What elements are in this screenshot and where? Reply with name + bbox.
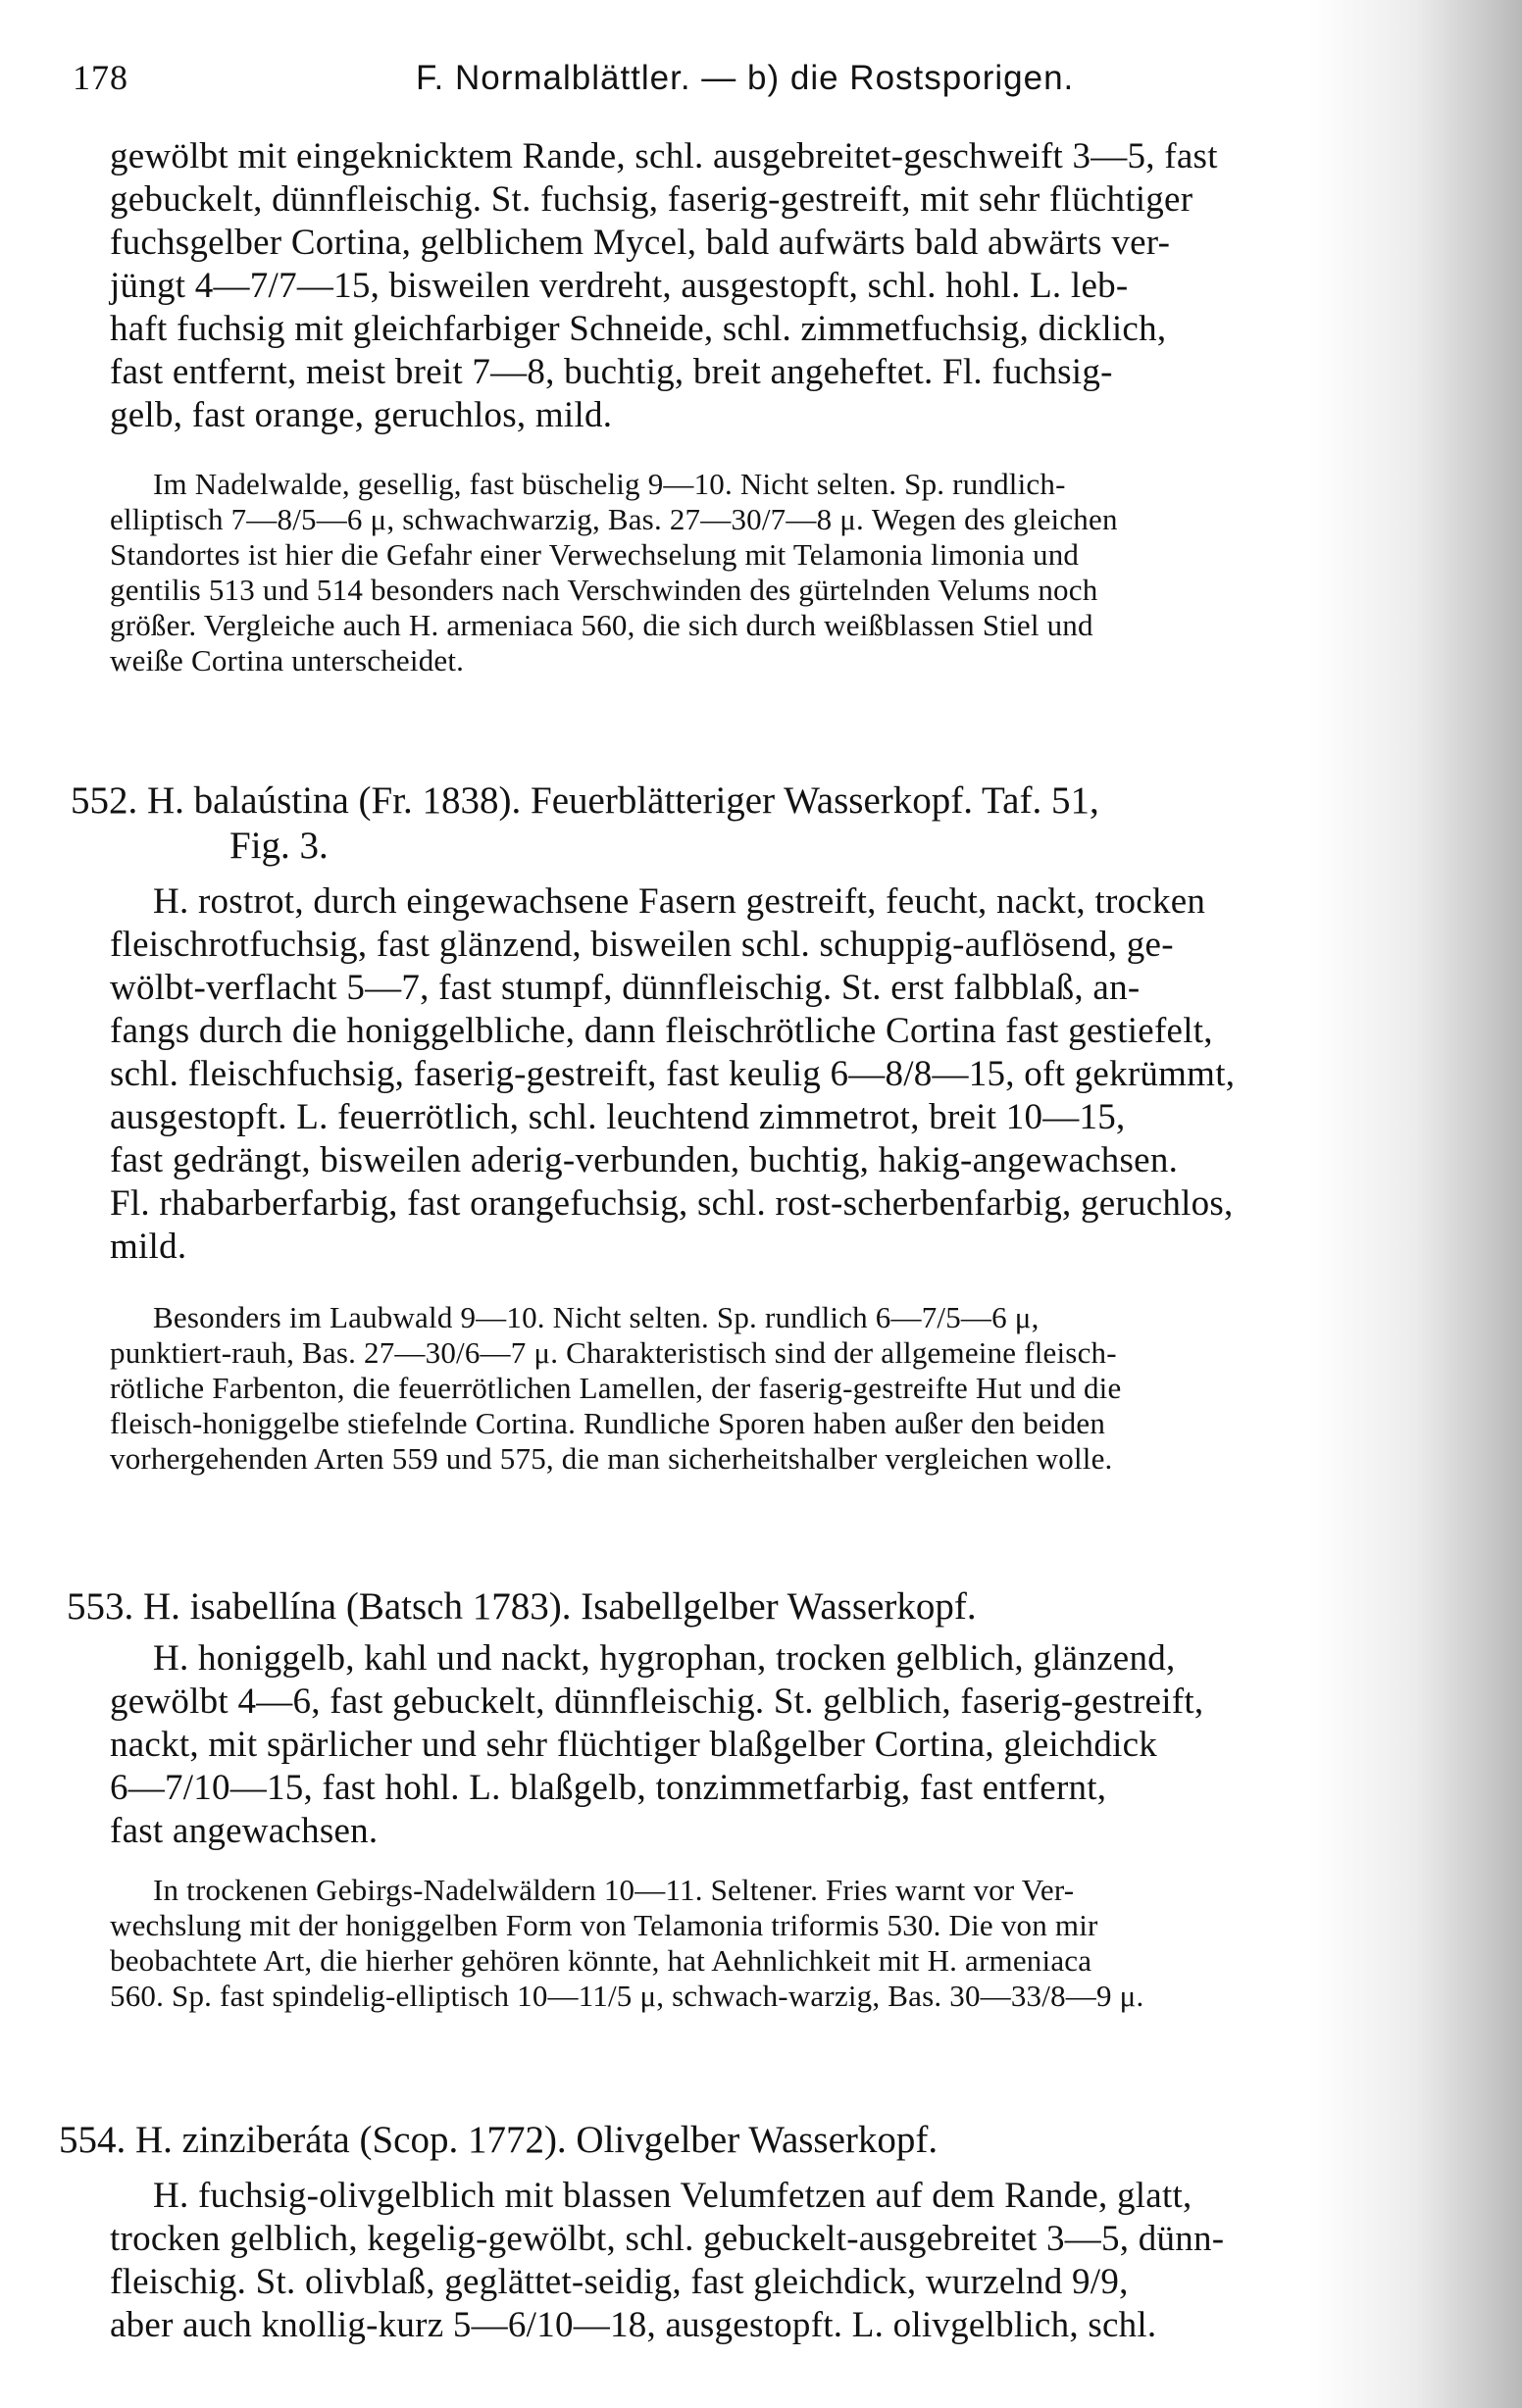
text-line: gewölbt mit eingeknicktem Rande, schl. ausgebreitet-geschweift 3—5, fast bbox=[110, 136, 1218, 176]
note-line: punktiert-rauh, Bas. 27—30/6—7 μ. Charakteristisch sind der allgemeine fleisch- bbox=[110, 1335, 1117, 1370]
note-line: vorhergehenden Arten 559 und 575, die man sicherheitshalber vergleichen wolle. bbox=[110, 1441, 1113, 1476]
text-line: mild. bbox=[110, 1227, 187, 1267]
entry-552-heading bbox=[71, 778, 1424, 869]
entry-553-note bbox=[110, 1873, 1463, 2014]
text-line: fast entfernt, meist breit 7—8, buchtig, breit angeheftet. Fl. fuchsig- bbox=[110, 352, 1113, 392]
note-line: weiße Cortina unterscheidet. bbox=[110, 643, 465, 677]
text-line: haft fuchsig mit gleichfarbiger Schneide, schl. zimmetfuchsig, dicklich, bbox=[110, 309, 1167, 349]
text-line: fast gedrängt, bisweilen aderig-verbunden, buchtig, hakig-angewachsen. bbox=[110, 1140, 1179, 1180]
note-line: gentilis 513 und 514 besonders nach Verschwinden des gürtelnden Velums noch bbox=[110, 573, 1098, 607]
entry-554-description bbox=[110, 2175, 1463, 2347]
note-line: elliptisch 7—8/5—6 μ, schwachwarzig, Bas. 27—30/7—8 μ. Wegen des gleichen bbox=[110, 502, 1118, 536]
page-number: 178 bbox=[73, 58, 128, 97]
continuation-description bbox=[110, 135, 1463, 437]
text-line: gelb, fast orange, geruchlos, mild. bbox=[110, 395, 613, 435]
text-line: fuchsgelber Cortina, gelblichem Mycel, bald aufwärts bald abwärts ver- bbox=[110, 223, 1171, 263]
text-line: gebuckelt, dünnfleischig. St. fuchsig, faserig-gestreift, mit sehr flüchtiger bbox=[110, 179, 1193, 220]
note-line: rötliche Farbenton, die feuerrötlichen Lamellen, der faserig-gestreifte Hut und die bbox=[110, 1371, 1122, 1405]
note-line: wechslung mit der honiggelben Form von Telamonia triformis 530. Die von mir bbox=[110, 1908, 1098, 1942]
text-line: 6—7/10—15, fast hohl. L. blaßgelb, tonzimmetfarbig, fast entfernt, bbox=[110, 1768, 1107, 1808]
entry-552-note bbox=[110, 1300, 1463, 1477]
note-line: Standortes ist hier die Gefahr einer Verwechselung mit Telamonia limonia und bbox=[110, 537, 1080, 572]
note-line: In trockenen Gebirgs-Nadelwäldern 10—11. Seltener. Fries warnt vor Ver- bbox=[153, 1873, 1075, 1907]
entry-553-description bbox=[110, 1637, 1463, 1853]
text-line: H. fuchsig-olivgelblich mit blassen Velumfetzen auf dem Rande, glatt, bbox=[153, 2176, 1192, 2216]
text-line: gewölbt 4—6, fast gebuckelt, dünnfleischig. St. gelblich, faserig-gestreift, bbox=[110, 1681, 1204, 1722]
entry-554-heading bbox=[59, 2118, 1412, 2163]
text-line: H. honiggelb, kahl und nackt, hygrophan, trocken gelblich, glänzend, bbox=[153, 1638, 1176, 1679]
text-line: aber auch knollig-kurz 5—6/10—18, ausgestopft. L. olivgelblich, schl. bbox=[110, 2305, 1157, 2345]
text-line: fast angewachsen. bbox=[110, 1811, 379, 1851]
note-line: beobachtete Art, die hierher gehören könnte, hat Aehnlichkeit mit H. armeniaca bbox=[110, 1943, 1092, 1978]
page-header bbox=[73, 57, 1485, 106]
note-line: Besonders im Laubwald 9—10. Nicht selten. Sp. rundlich 6—7/5—6 μ, bbox=[153, 1300, 1040, 1334]
entry-title-line: 554. H. zinziberáta (Scop. 1772). Olivgelber Wasserkopf. bbox=[59, 2119, 939, 2161]
text-line: fangs durch die honiggelbliche, dann fleischrötliche Cortina fast gestiefelt, bbox=[110, 1011, 1213, 1051]
text-line: trocken gelblich, kegelig-gewölbt, schl. gebuckelt-ausgebreitet 3—5, dünn- bbox=[110, 2219, 1225, 2259]
text-line: fleischrotfuchsig, fast glänzend, bisweilen schl. schuppig-auflösend, ge- bbox=[110, 925, 1174, 965]
text-line: schl. fleischfuchsig, faserig-gestreift, fast keulig 6—8/8—15, oft gekrümmt, bbox=[110, 1054, 1236, 1094]
text-line: fleischig. St. olivblaß, geglättet-seidig, fast gleichdick, wurzelnd 9/9, bbox=[110, 2262, 1129, 2302]
text-line: nackt, mit spärlicher und sehr flüchtiger blaßgelber Cortina, gleichdick bbox=[110, 1725, 1158, 1765]
text-line: ausgestopft. L. feuerrötlich, schl. leuchtend zimmetrot, breit 10—15, bbox=[110, 1097, 1126, 1137]
entry-title-line: 553. H. isabellína (Batsch 1783). Isabellgelber Wasserkopf. bbox=[67, 1585, 977, 1628]
entry-title-line: Fig. 3. bbox=[229, 825, 329, 867]
continuation-note bbox=[110, 467, 1463, 678]
entry-552-description bbox=[110, 880, 1463, 1269]
note-line: fleisch-honiggelbe stiefelnde Cortina. Rundliche Sporen haben außer den beiden bbox=[110, 1406, 1106, 1440]
running-head: F. Normalblättler. — b) die Rostsporigen. bbox=[416, 59, 1075, 97]
text-line: Fl. rhabarberfarbig, fast orangefuchsig, schl. rost-scherbenfarbig, geruchlos, bbox=[110, 1183, 1234, 1224]
entry-553-heading bbox=[67, 1584, 1420, 1630]
note-line: größer. Vergleiche auch H. armeniaca 560, die sich durch weißblassen Stiel und bbox=[110, 608, 1093, 642]
note-line: Im Nadelwalde, gesellig, fast büschelig 9—10. Nicht selten. Sp. rundlich- bbox=[153, 467, 1066, 501]
text-line: H. rostrot, durch eingewachsene Fasern gestreift, feucht, nackt, trocken bbox=[153, 881, 1206, 922]
note-line: 560. Sp. fast spindelig-elliptisch 10—11/5 μ, schwach-warzig, Bas. 30—33/8—9 μ. bbox=[110, 1979, 1144, 2013]
text-line: jüngt 4—7/7—15, bisweilen verdreht, ausgestopft, schl. hohl. L. leb- bbox=[110, 266, 1129, 306]
entry-title-line: 552. H. balaústina (Fr. 1838). Feuerblätteriger Wasserkopf. Taf. 51, bbox=[71, 779, 1099, 822]
text-line: wölbt-verflacht 5—7, fast stumpf, dünnfleischig. St. erst falbblaß, an- bbox=[110, 968, 1141, 1008]
